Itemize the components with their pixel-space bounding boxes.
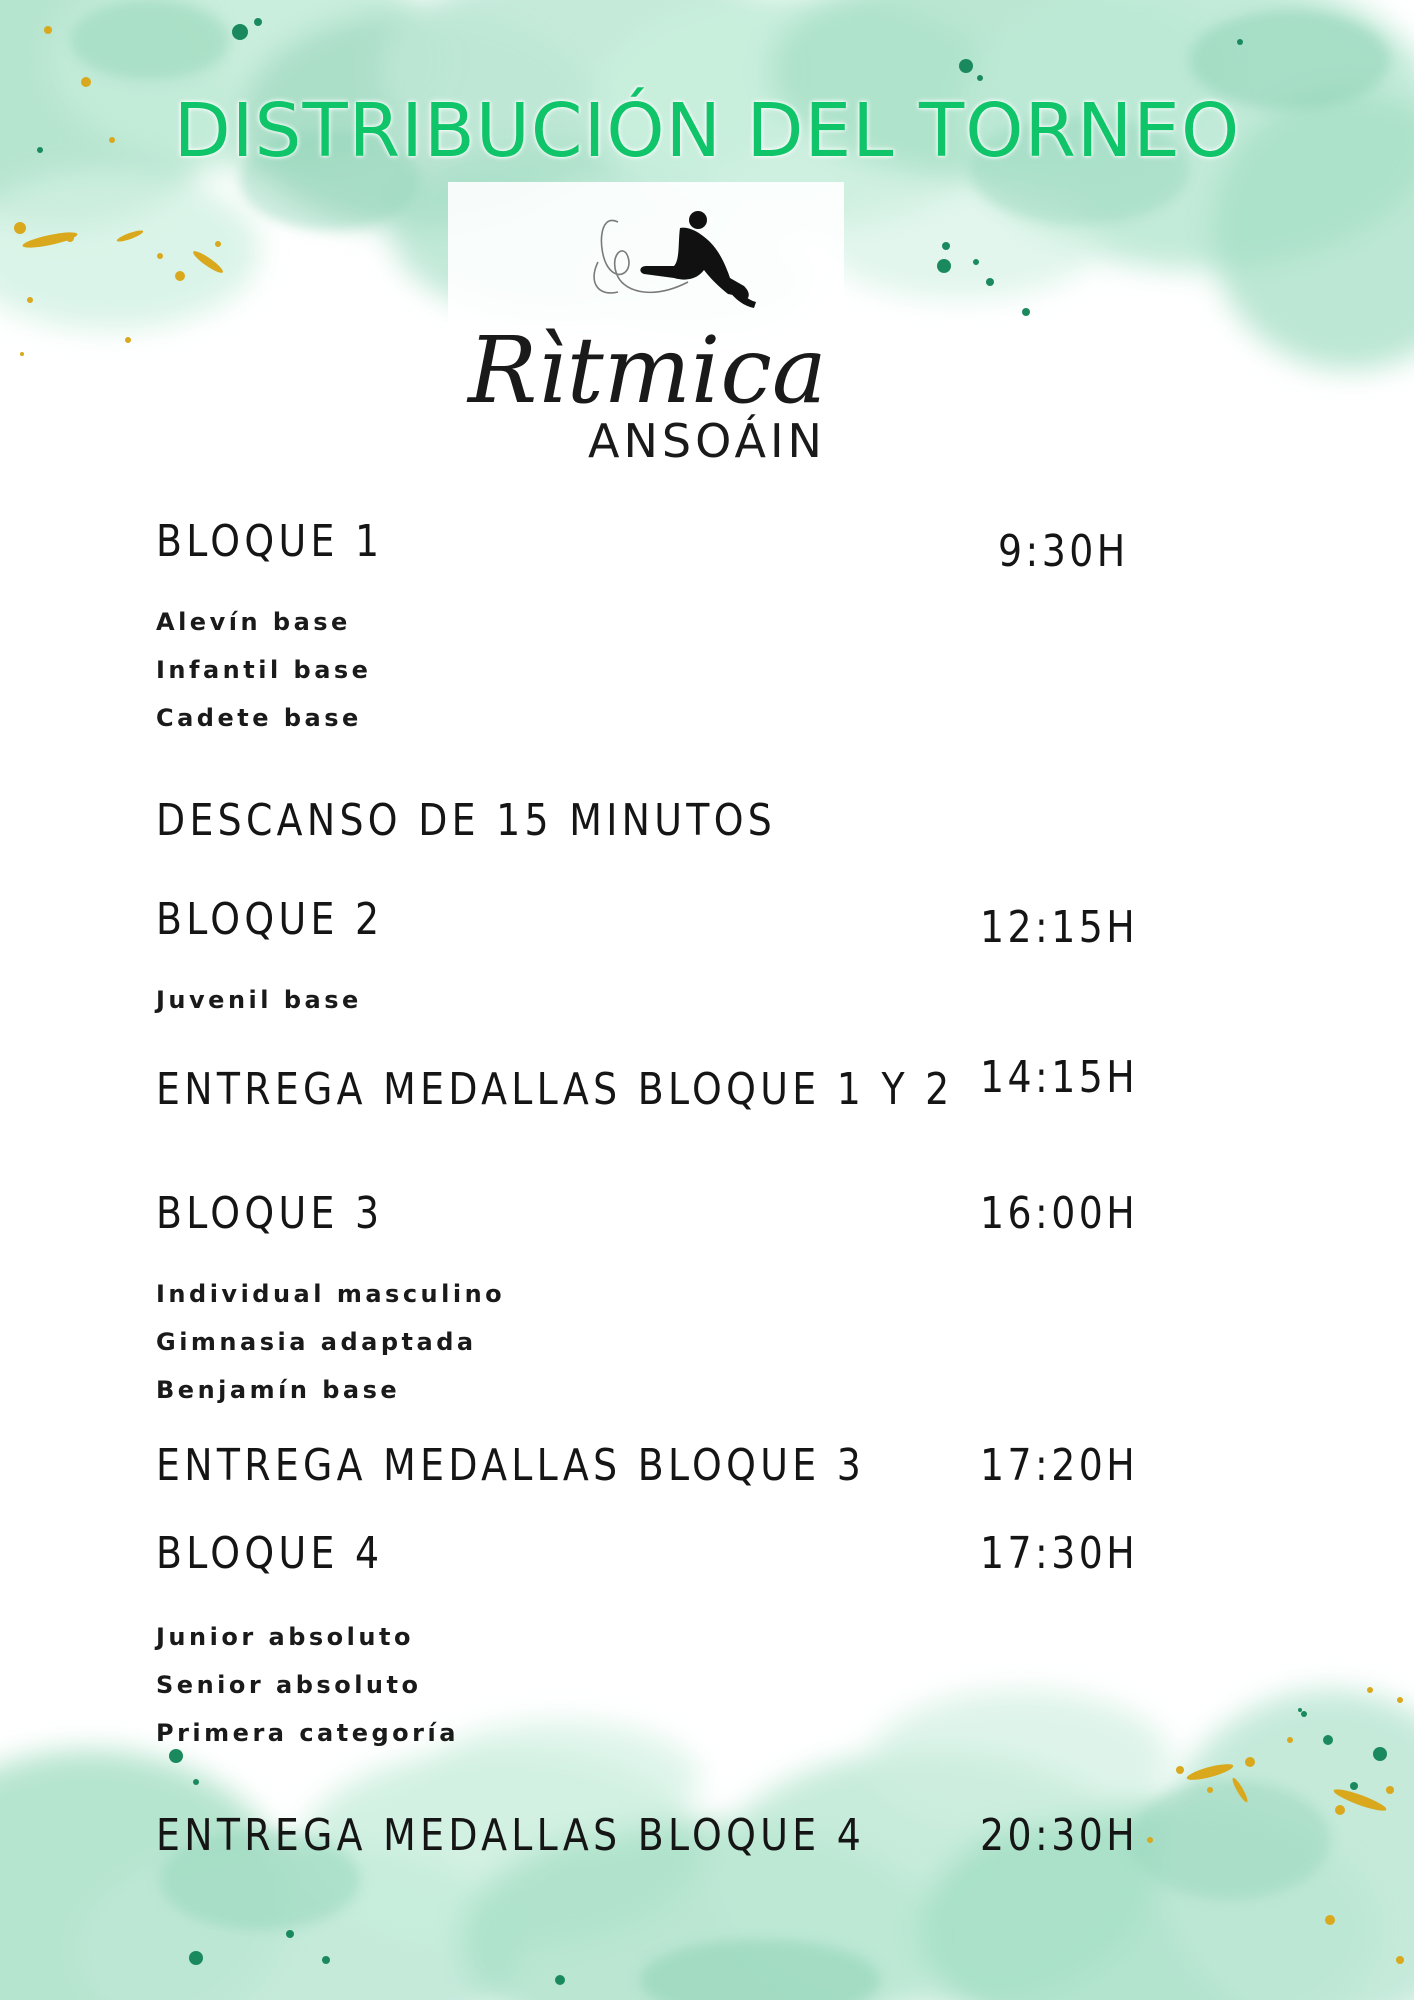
bloque-3-categories <box>156 1270 505 1414</box>
page-title: DISTRIBUCIÓN DEL TORNEO <box>173 88 1241 174</box>
category-item: Juvenil base <box>156 986 362 1014</box>
category-item: Gimnasia adaptada <box>156 1328 477 1356</box>
medallas-4-time: 20:30H <box>980 1810 1139 1861</box>
bloque-4-categories <box>156 1613 459 1757</box>
category-item: Primera categoría <box>156 1719 459 1747</box>
medallas-4-heading: ENTREGA MEDALLAS BLOQUE 4 <box>156 1810 866 1861</box>
ritmica-ansoain-logo <box>448 182 844 520</box>
medallas-3-heading: ENTREGA MEDALLAS BLOQUE 3 <box>156 1440 866 1491</box>
logo-script-text: Rìtmica <box>468 317 827 424</box>
logo-sub-text: ANSOÁIN <box>588 414 826 468</box>
bloque-2-time: 12:15H <box>980 902 1139 953</box>
bloque-3-time: 16:00H <box>980 1188 1139 1239</box>
category-item: Benjamín base <box>156 1376 401 1404</box>
bloque-1-heading: BLOQUE 1 <box>156 516 384 567</box>
bloque-3-heading: BLOQUE 3 <box>156 1188 384 1239</box>
descanso-heading: DESCANSO DE 15 MINUTOS <box>156 795 777 846</box>
category-item: Infantil base <box>156 656 372 684</box>
category-item: Junior absoluto <box>156 1623 414 1651</box>
category-item: Senior absoluto <box>156 1671 422 1699</box>
category-item: Individual masculino <box>156 1280 506 1308</box>
medallas-1-2-heading: ENTREGA MEDALLAS BLOQUE 1 Y 2 <box>156 1064 954 1115</box>
bloque-1-categories <box>156 598 371 742</box>
bloque-2-categories <box>156 976 362 1024</box>
bloque-4-heading: BLOQUE 4 <box>156 1528 384 1579</box>
category-item: Alevín base <box>156 608 351 636</box>
category-item: Cadete base <box>156 704 362 732</box>
medallas-1-2-time: 14:15H <box>980 1052 1139 1103</box>
medallas-3-time: 17:20H <box>980 1440 1139 1491</box>
bloque-2-heading: BLOQUE 2 <box>156 894 384 945</box>
bloque-4-time: 17:30H <box>980 1528 1139 1579</box>
bloque-1-time: 9:30H <box>998 526 1129 577</box>
